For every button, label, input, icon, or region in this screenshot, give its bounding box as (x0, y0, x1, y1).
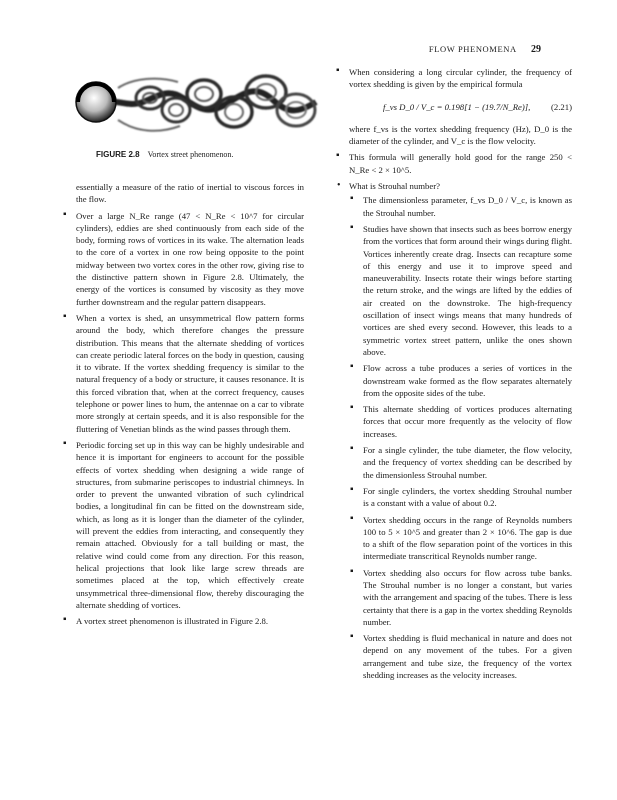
where-clause: where f_vs is the vortex shedding frequency (Hz), D_0 is the diameter of the cylinder, and V_c is the flow velocity. (349, 123, 572, 147)
running-header (429, 44, 541, 55)
page-number: 29 (531, 44, 541, 55)
list-item: ▪ Studies have shown that insects such as bees borrow energy from the vortices that form around their wings during flight. Vortices inherently create drag. Insects can recapture some of this energy and use it to improve speed and maneuverability. Insects rotate their wings before starting the return stroke, and the wings are lifted by the eddies of air created on the downstroke. The high-frequency oscillation of insect wings means that many hundreds of vortices are shed every second. However, this leads to a symmetric vortex street pattern, unlike the ones shown above. (349, 223, 572, 358)
list-item: ▪ Vortex shedding is fluid mechanical in nature and does not depend on any movement of the tubes. For a given arrangement and tube size, the frequency of the vortex shedding increases as the velocity increases. (349, 632, 572, 681)
left-bullet-list (62, 210, 304, 628)
list-item: ▪ The dimensionless parameter, f_vs D_0 / V_c, is known as the Strouhal number. (349, 194, 572, 219)
paragraph-intro: essentially a measure of the ratio of inertial to viscous forces in the flow. (76, 182, 304, 205)
question-item (335, 180, 572, 681)
list-item: ▪ Vortex shedding occurs in the range of Reynolds numbers 100 to 5 × 10^5 and greater than 2 × 10^6. The gap is due to a shift of the flow separation point of the vortices in this intermediate transcritical Reynolds number range. (349, 514, 572, 563)
right-bullet-list-top (335, 66, 572, 176)
list-item: ▪ This formula will generally hold good for the range 250 < N_Re < 2 × 10^5. (335, 151, 572, 176)
equation (349, 101, 572, 113)
list-item: ▪ Flow across a tube produces a series of vortices in the downstream wake formed as the flow separates alternately from the opposite sides of the tube. (349, 362, 572, 399)
formula-intro: When considering a long circular cylinder, the frequency of vortex shedding is given by the empirical formula (349, 67, 572, 90)
header-title: FLOW PHENOMENA (428, 44, 517, 54)
right-column (335, 66, 572, 685)
figure-caption (96, 150, 233, 159)
list-item: ▪ For a single cylinder, the tube diameter, the flow velocity, and the frequency of vortex shedding can be described by the dimensionless Strouhal number. (349, 444, 572, 481)
list-item: ▪ For single cylinders, the vortex shedding Strouhal number is a constant with a value of about 0.2. (349, 485, 572, 510)
equation-number: (2.21) (551, 101, 572, 112)
list-item (335, 66, 572, 147)
figure-label: FIGURE 2.8 (96, 150, 140, 159)
strouhal-bullet-list (349, 194, 572, 681)
equation-body: f_vs D_0 / V_c = 0.198[1 − (19.7/N_Re)], (383, 101, 531, 112)
figure-caption-text: Vortex street phenomenon. (147, 150, 234, 159)
list-item: ▪ Vortex shedding also occurs for flow across tube banks. The Strouhal number is no longer a constant, but varies with the arrangement and spacing of the tubes. There is less certainty that there is a gap in the vortex shedding Reynolds number. (349, 567, 572, 628)
vortex-street-figure (58, 58, 320, 150)
left-column (62, 181, 304, 631)
list-item: ▪ Over a large N_Re range (47 < N_Re < 10^7 for circular cylinders), eddies are shed continuously from each side of the body, forming rows of vortices in its wake. The alternation leads to the core of a vortex in one row being opposite to the point midway between two vortex cores in the other row, giving rise to the distinctive pattern shown in Figure 2.8. Ultimately, the energy of the vortices is consumed by viscosity as they move further downstream and the regular pattern disappears. (62, 210, 304, 308)
question-list (335, 180, 572, 681)
list-item: ▪ Periodic forcing set up in this way can be highly undesirable and hence it is important for engineers to account for the possible effects of vortex shedding when designing a wide range of structures, from submarine periscopes to industrial chimneys. In order to prevent the unwanted vibration of such cylindrical bodies, a longitudinal fin can be fitted on the downstream side, which, as long as it is longer than the diameter of the cylinder, will prevent the eddies from interacting, and consequently they remain attached. Obviously for a tall building or mast, the relative wind could come from any direction. For this reason, helical projections that look like large screw threads are sometimes placed at the top, which effectively create unsymmetrical three-dimensional flow, thereby discouraging the alternate shedding of vortices. (62, 439, 304, 611)
question-heading: What is Strouhal number? (349, 181, 440, 192)
list-item: ▪ When a vortex is shed, an unsymmetrical flow pattern forms around the body, which therefore changes the pressure distribution. This means that the alternate shedding of vortices can create periodic lateral forces on the body in question, causing it to vibrate. If the vortex shedding frequency is similar to the natural frequency of a body or structure, it causes resonance. It is this forced vibration that, when at the correct frequency, causes telephone or power lines to hum, the antennae on a car to vibrate more strongly at certain speeds, and it is also responsible for the fluttering of Venetian blinds as the wind passes through them. (62, 312, 304, 435)
list-item: ▪ This alternate shedding of vortices produces alternating forces that occur more frequently as the velocity of flow increases. (349, 403, 572, 440)
list-item: ▪ A vortex street phenomenon is illustrated in Figure 2.8. (62, 615, 304, 627)
